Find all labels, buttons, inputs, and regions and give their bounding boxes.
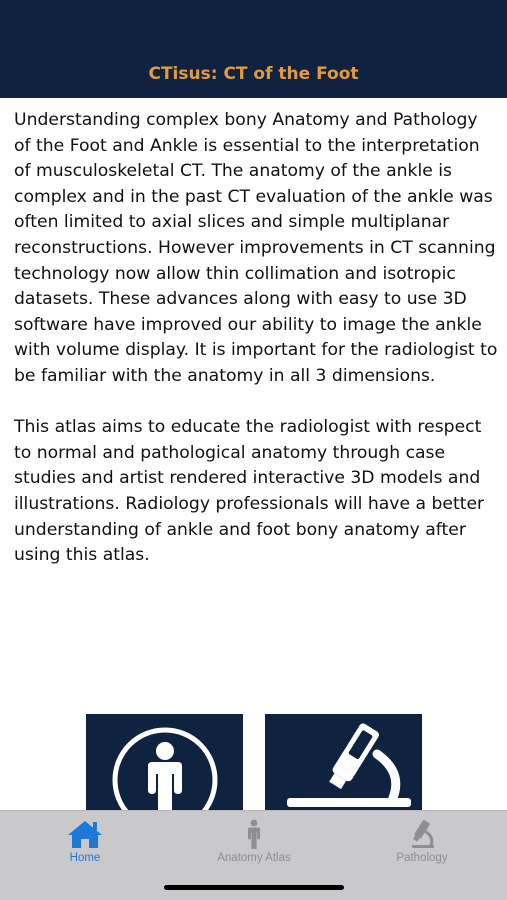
person-icon <box>86 714 243 810</box>
tab-anatomy-atlas[interactable] <box>194 819 314 869</box>
pathology-tile[interactable] <box>265 714 422 810</box>
tab-home-label: Home <box>69 852 101 864</box>
nav-header <box>0 0 507 98</box>
tab-pathology-label: Pathology <box>396 852 448 864</box>
tab-home[interactable] <box>25 819 145 869</box>
microscope-icon <box>265 714 422 810</box>
intro-paragraph: Understanding complex bony Anatomy and Pathology of the Foot and Ankle is essential to the interpretation of musculoskeletal CT. The anatomy of the ankle is complex and in the past CT evaluation of the ankle was often limited to axial slices and simple multiplanar reconstructions. However improvements in CT scanning technology now allow thin collimation and isotropic datasets. These advances along with easy to use 3D software have improved our ability to image the ankle with volume display. It is important for the radiologist to be familiar with the anatomy in all 3 dimensions. <box>14 110 498 386</box>
anatomy-atlas-tile[interactable] <box>86 714 243 810</box>
page-title: CTisus: CT of the Foot <box>148 64 359 84</box>
house-icon <box>67 819 103 849</box>
person-icon <box>236 819 272 849</box>
section-tiles <box>0 714 507 810</box>
tab-pathology[interactable] <box>362 819 482 869</box>
intro-paragraph: This atlas aims to educate the radiologist with respect to normal and pathological anatomy through case studies and artist rendered interactive 3D models and illustrations. Radiology professionals will have a better understanding of ankle and foot bony anatomy after using this atlas. <box>14 417 485 566</box>
home-indicator[interactable] <box>164 885 344 890</box>
intro-text <box>14 108 498 569</box>
tab-anatomy-atlas-label: Anatomy Atlas <box>217 852 291 864</box>
microscope-icon <box>404 819 440 849</box>
